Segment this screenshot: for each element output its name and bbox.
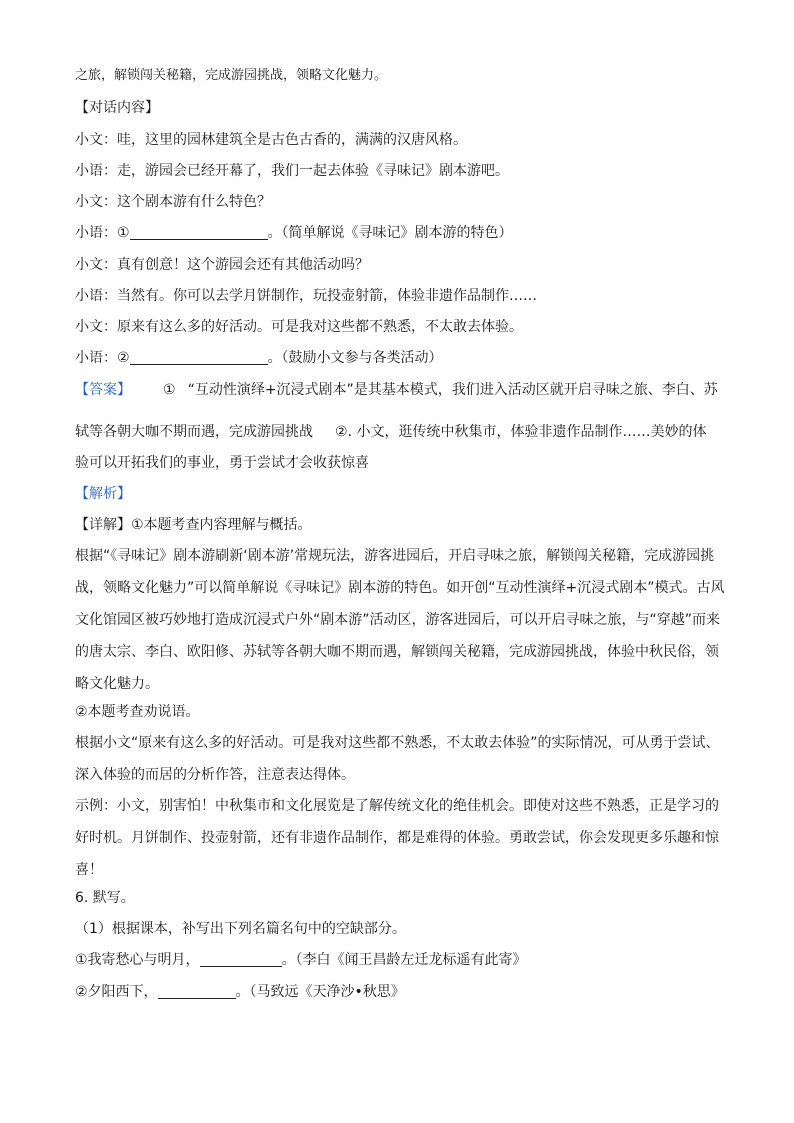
analysis-question-2: ②本题考查劝说语。 <box>75 704 200 720</box>
dialogue-line: 小语：走，游园会已经开幕了，我们一起去体验《寻味记》剧本游吧。 <box>75 163 509 179</box>
answer-text: . 小文，逛传统中秋集市，体验非遗作品制作……美妙的体 <box>347 424 707 440</box>
answer-text: 轼等各朝大咖不期而遇，完成游园挑战 <box>75 424 313 440</box>
answer-blank-2[interactable] <box>130 348 268 365</box>
analysis-example: 示例：小文，别害怕！中秋集市和文化展览是了解传统文化的绝佳机会。即使对这些不熟悉，正是学习的好时机。月饼制作、投壶射箭，还有非遗作品制作，都是难得的体验。勇敢尝试，你会发现更多乐趣和惊喜！ <box>75 798 719 878</box>
question-6-item-2 <box>75 982 725 1002</box>
answer-number-1: ① <box>163 382 176 398</box>
answer-blank-1[interactable] <box>130 223 268 240</box>
item-suffix: 。（李白《闻王昌龄左迁龙标遥有此寄》 <box>281 952 527 968</box>
analysis-detail: 【详解】①本题考查内容理解与概括。 <box>75 517 312 533</box>
dialogue-suffix: 。（简单解说《寻味记》剧本游的特色） <box>267 225 513 241</box>
header-continuation: 之旅，解锁闯关秘籍，完成游园挑战，领略文化魅力。 <box>75 68 388 83</box>
dialogue-line: 小文：原来有这么多的好活动。可是我对这些都不熟悉，不太敢去体验。 <box>75 319 523 335</box>
analysis-paragraph: 根据小文“原来有这么多的好活动。可是我对这些都不熟悉，不太敢去体验”的实际情况，可从勇于尝试、深入体验的而居的分析作答，注意表达得体。 <box>75 735 720 783</box>
answer-line-1 <box>75 380 725 400</box>
dialogue-prefix: 小语：① <box>75 225 130 241</box>
dialogue-suffix: 。（鼓励小文参与各类活动） <box>267 350 443 366</box>
item-prefix: ①我寄愁心与明月， <box>75 952 200 968</box>
fill-blank-2[interactable] <box>158 982 236 999</box>
dialogue-prefix: 小语：② <box>75 350 130 366</box>
answer-text: “互动性演绎+沉浸式剧本”是其基本模式，我们进入活动区就开启寻味之旅、李白、苏 <box>187 382 718 398</box>
answer-line-2 <box>75 422 725 442</box>
dialogue-line: 小文：真有创意！这个游园会还有其他活动吗？ <box>75 257 369 273</box>
dialogue-line-blank-2 <box>75 348 725 368</box>
dialogue-line: 小语：当然有。你可以去学月饼制作，玩投壶射箭，体验非遗作品制作…… <box>75 288 537 304</box>
dialogue-line-blank-1 <box>75 223 725 243</box>
answer-line-3: 验可以开拓我们的事业，勇于尝试才会收获惊喜 <box>75 455 369 471</box>
dialogue-heading: 【对话内容】 <box>75 100 159 116</box>
item-prefix: ②夕阳西下， <box>75 984 158 1000</box>
dialogue-line: 小文：这个剧本游有什么特色？ <box>75 194 271 210</box>
fill-blank-1[interactable] <box>200 950 282 967</box>
item-suffix: 。（马致远《天净沙•秋思》 <box>235 984 405 1000</box>
question-6-instruction: （1）根据课本，补写出下列名篇名句中的空缺部分。 <box>75 921 406 937</box>
analysis-paragraph: 根据“《寻味记》剧本游刷新‘剧本游’常规玩法，游客进园后，开启寻味之旅，解锁闯关秘籍，完成游园挑战，领略文化魅力”可以简单解说《寻味记》剧本游的特色。如开创“互动性演绎+沉浸式剧本”模式。古风文化馆园区被巧妙地打造成沉浸式户外“剧本游”活动区，游客进园后，可以开启寻味之旅，与“穿越”而来的唐太宗、李白、欧阳修、苏轼等各朝大咖不期而遇，解锁闯关秘籍，完成游园挑战，体验中秋民俗，领略文化魅力。 <box>75 548 725 692</box>
answer-label: 【答案】 <box>75 382 131 398</box>
answer-number-2: ② <box>335 424 348 440</box>
question-6-item-1 <box>75 950 725 970</box>
dialogue-line: 小文：哇，这里的园林建筑全是古色古香的，满满的汉唐风格。 <box>75 132 467 148</box>
question-6-title: 6. 默写。 <box>75 890 135 906</box>
analysis-label: 【解析】 <box>75 486 131 502</box>
